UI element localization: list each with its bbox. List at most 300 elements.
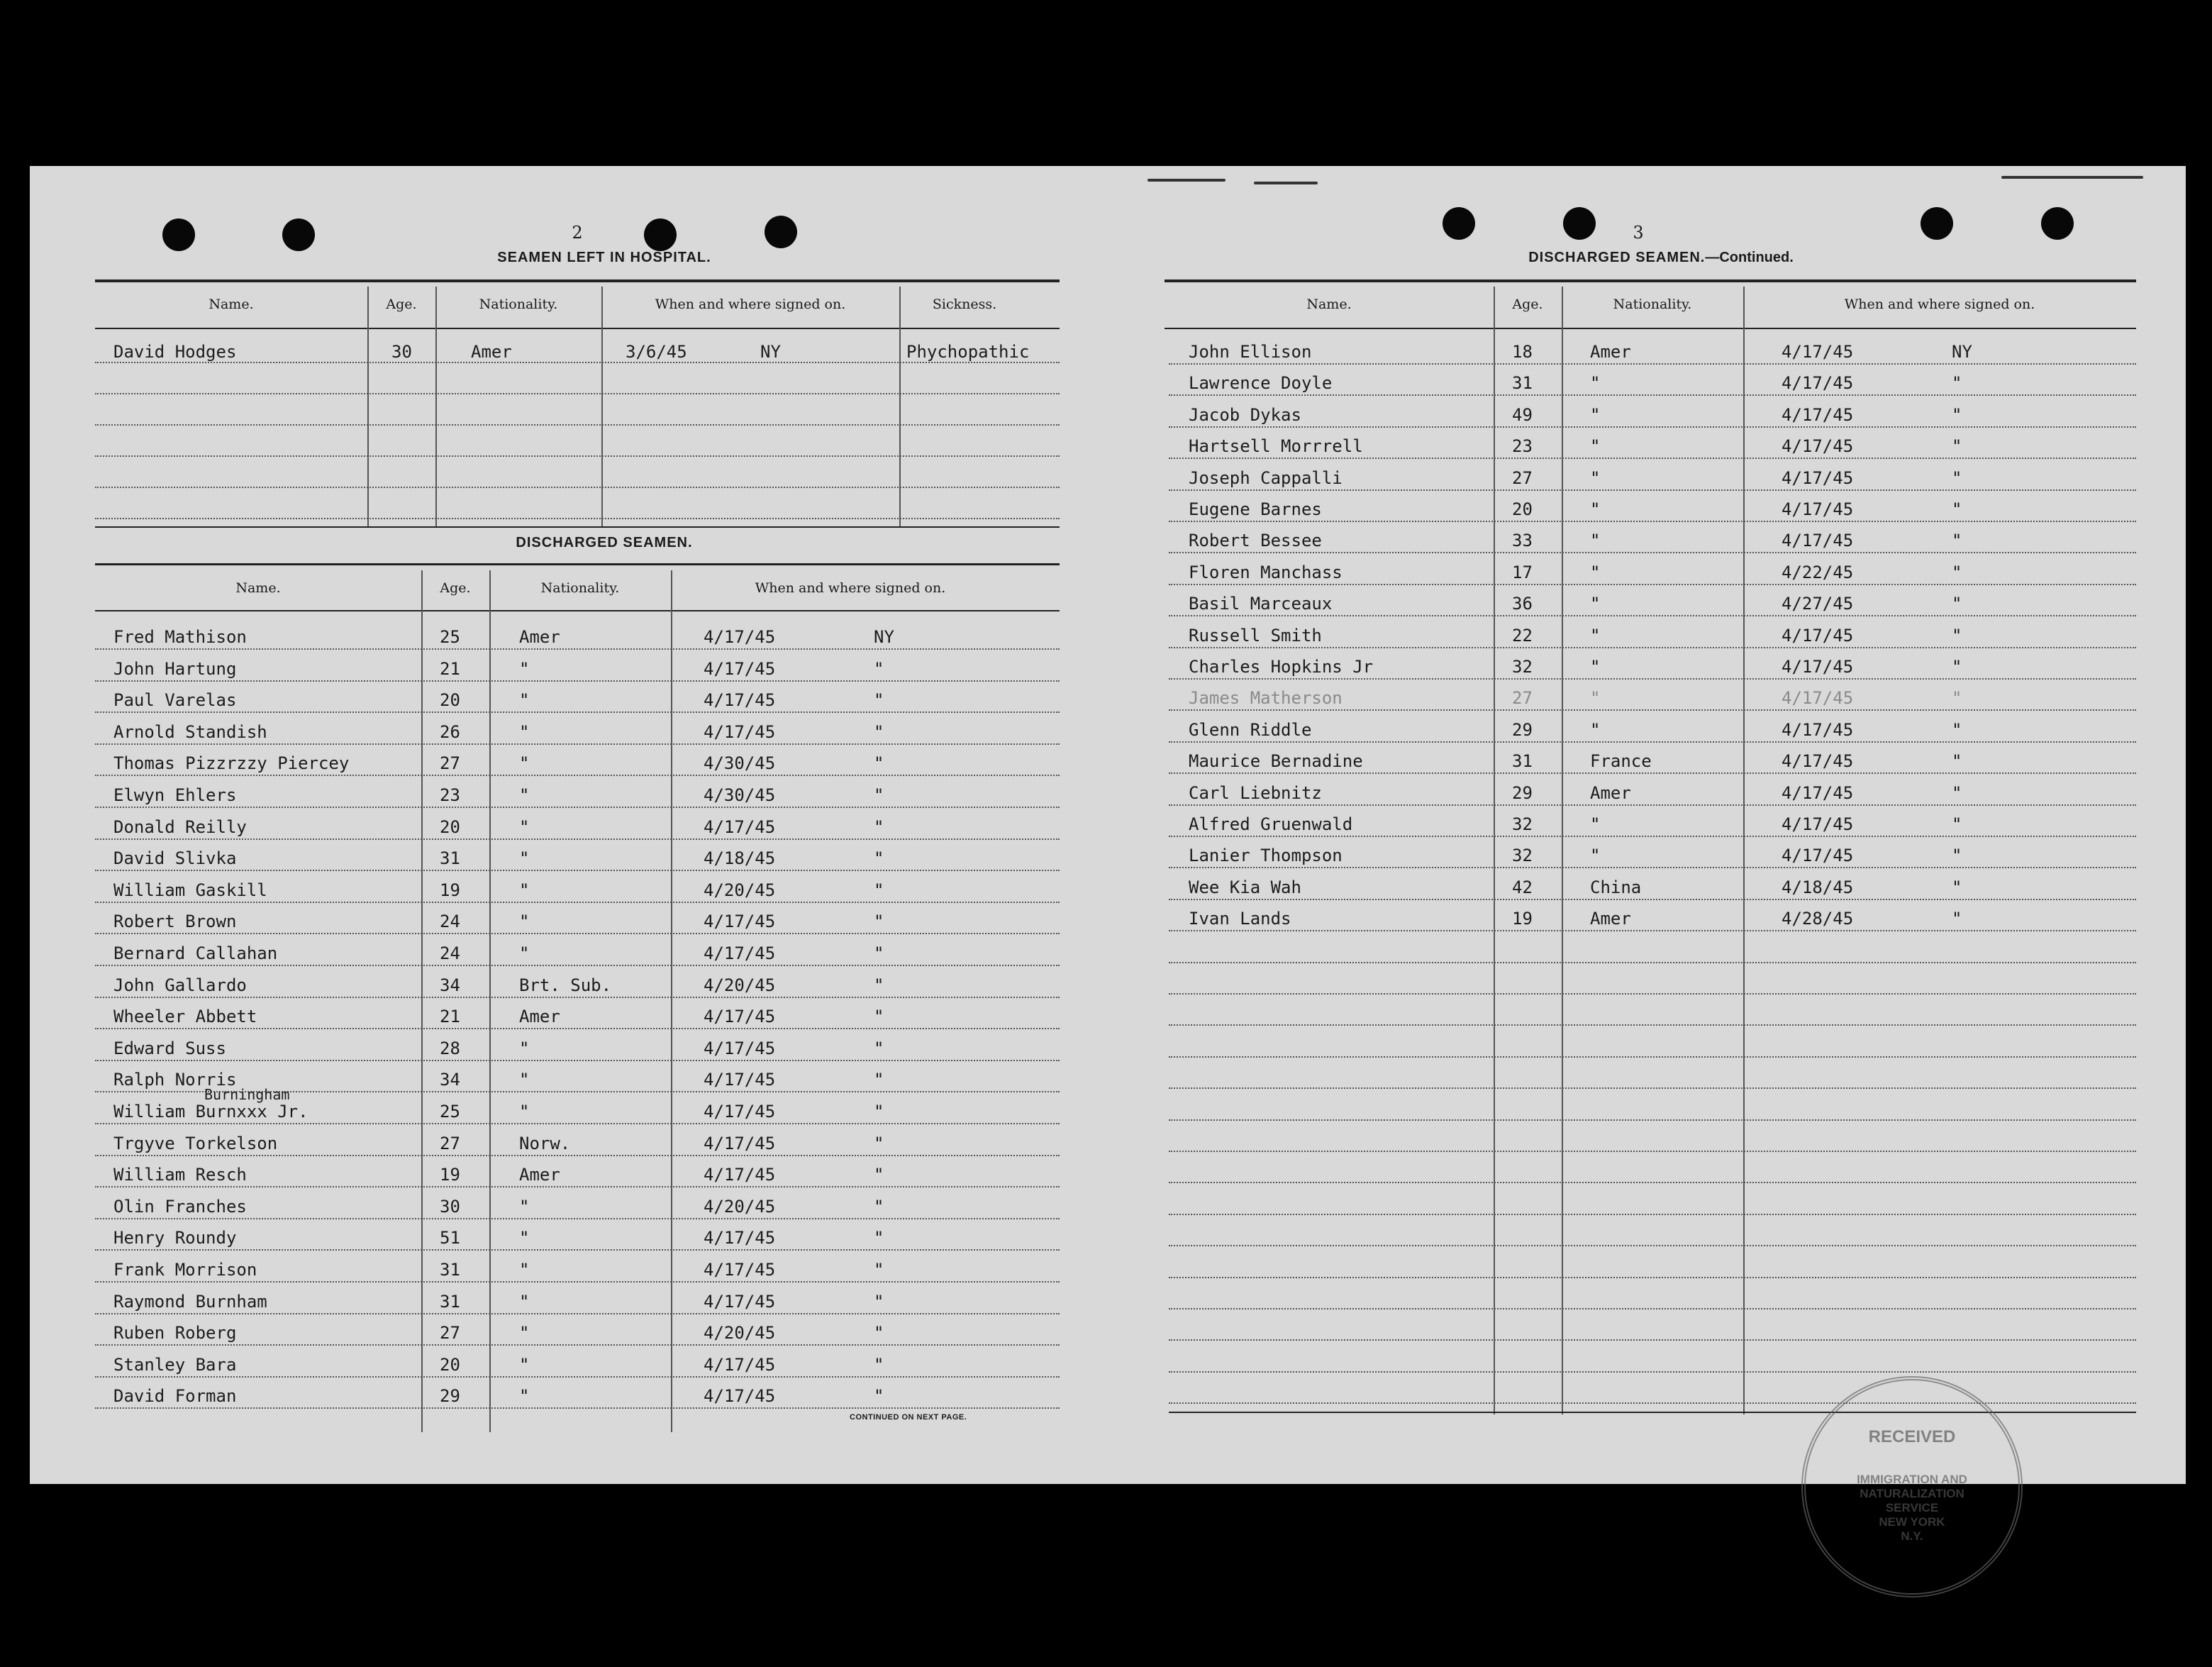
seaman-name: Glenn Riddle bbox=[1189, 720, 1312, 740]
signed-on-place: " bbox=[874, 975, 884, 995]
row-line bbox=[1169, 772, 2136, 774]
seaman-age: 34 bbox=[440, 975, 460, 995]
signed-on-place: " bbox=[874, 1228, 884, 1248]
row-line bbox=[1169, 1371, 2136, 1373]
seaman-nationality: " bbox=[519, 1292, 530, 1312]
seaman-name: Jacob Dykas bbox=[1189, 405, 1301, 425]
seaman-nationality: " bbox=[1590, 626, 1601, 646]
seaman-name: James Matherson bbox=[1189, 688, 1343, 708]
seaman-age: 20 bbox=[1512, 499, 1533, 519]
discharged-section-title: DISCHARGED SEAMEN. bbox=[516, 535, 693, 550]
immigration-stamp bbox=[1801, 1376, 2023, 1597]
seaman-age: 20 bbox=[440, 817, 460, 837]
row-line bbox=[1169, 363, 2136, 365]
seaman-name: Wheeler Abbett bbox=[113, 1007, 257, 1026]
seaman-nationality: " bbox=[519, 880, 530, 900]
signed-on-date: 4/17/45 bbox=[704, 1355, 776, 1375]
row-line bbox=[95, 1060, 1060, 1061]
seaman-age: 25 bbox=[440, 1102, 460, 1122]
row-line bbox=[95, 648, 1060, 650]
column-divider bbox=[671, 570, 672, 1432]
seaman-age: 18 bbox=[1512, 342, 1533, 362]
header-rule bbox=[95, 610, 1060, 611]
signed-on-date: 4/20/45 bbox=[704, 1323, 776, 1343]
seaman-name: Fred Mathison bbox=[113, 627, 247, 647]
seaman-name: Russell Smith bbox=[1189, 626, 1322, 646]
seaman-name: Lawrence Doyle bbox=[1189, 373, 1333, 393]
row-line bbox=[1169, 804, 2136, 806]
column-header: Sickness. bbox=[932, 297, 997, 312]
seaman-name: Maurice Bernadine bbox=[1189, 751, 1363, 771]
seaman-age: 27 bbox=[440, 753, 460, 773]
signed-on-date: 4/17/45 bbox=[1782, 499, 1854, 519]
signed-on-place: NY bbox=[760, 342, 781, 362]
seaman-age: 42 bbox=[1512, 877, 1533, 897]
signed-on-place: " bbox=[874, 722, 884, 742]
signed-on-place: " bbox=[1952, 468, 1962, 488]
seaman-nationality: " bbox=[1590, 563, 1601, 582]
seaman-age: 21 bbox=[440, 1007, 460, 1026]
row-line bbox=[95, 1123, 1060, 1124]
punch-hole bbox=[644, 218, 677, 251]
column-header: Age. bbox=[440, 580, 471, 596]
signed-on-date: 4/17/45 bbox=[704, 1165, 776, 1185]
sickness: Phychopathic bbox=[906, 342, 1030, 362]
row-line bbox=[95, 518, 1060, 519]
seaman-nationality: " bbox=[519, 848, 530, 868]
seaman-age: 29 bbox=[1512, 783, 1533, 803]
column-divider bbox=[899, 287, 901, 528]
row-line bbox=[95, 838, 1060, 840]
signed-on-place: " bbox=[1952, 657, 1962, 677]
seaman-name: Floren Manchass bbox=[1189, 563, 1343, 582]
seaman-name: Robert Bessee bbox=[1189, 531, 1322, 550]
seaman-age: 51 bbox=[440, 1228, 460, 1248]
signed-on-place: " bbox=[1952, 436, 1962, 456]
signed-on-date: 4/20/45 bbox=[704, 975, 776, 995]
row-line bbox=[1169, 426, 2136, 428]
seaman-age: 23 bbox=[1512, 436, 1533, 456]
seaman-nationality: Norw. bbox=[519, 1134, 571, 1153]
signed-on-place: " bbox=[874, 1355, 884, 1375]
seaman-name: David Forman bbox=[113, 1386, 237, 1406]
signed-on-place: " bbox=[874, 848, 884, 868]
row-line bbox=[95, 362, 1060, 363]
seaman-age: 31 bbox=[1512, 751, 1533, 771]
seaman-age: 32 bbox=[1512, 846, 1533, 865]
seaman-name: Charles Hopkins Jr bbox=[1189, 657, 1374, 677]
column-divider bbox=[421, 570, 423, 1432]
seaman-nationality: Amer bbox=[1590, 783, 1631, 803]
row-line bbox=[95, 487, 1060, 488]
page-number: 2 bbox=[572, 223, 583, 243]
signed-on-place: " bbox=[1952, 373, 1962, 393]
seaman-name: Ruben Roberg bbox=[113, 1323, 237, 1343]
row-line bbox=[95, 997, 1060, 998]
seaman-name: Bernard Callahan bbox=[113, 943, 278, 963]
seaman-nationality: Amer bbox=[519, 627, 560, 647]
seaman-age: 31 bbox=[1512, 373, 1533, 393]
seaman-name: Donald Reilly bbox=[113, 817, 247, 837]
seaman-age: 25 bbox=[440, 627, 460, 647]
signed-on-place: " bbox=[874, 817, 884, 837]
row-line bbox=[95, 1249, 1060, 1251]
seaman-age: 32 bbox=[1512, 814, 1533, 834]
signed-on-place: NY bbox=[874, 627, 894, 647]
seaman-age: 19 bbox=[1512, 909, 1533, 929]
signed-on-date: 4/30/45 bbox=[704, 753, 776, 773]
seaman-age: 19 bbox=[440, 1165, 460, 1185]
seaman-name: Paul Varelas bbox=[113, 690, 237, 710]
signed-on-place: " bbox=[1952, 783, 1962, 803]
column-header: Name. bbox=[235, 580, 281, 596]
seaman-nationality: " bbox=[519, 912, 530, 931]
row-line bbox=[95, 1344, 1060, 1346]
signed-on-date: 4/17/45 bbox=[1782, 688, 1854, 708]
signed-on-place: " bbox=[874, 1007, 884, 1026]
signed-on-place: " bbox=[874, 1070, 884, 1090]
seaman-name: Edward Suss bbox=[113, 1039, 226, 1058]
row-line bbox=[1169, 458, 2136, 459]
column-header: When and where signed on. bbox=[655, 297, 846, 312]
signed-on-place: " bbox=[1952, 531, 1962, 550]
seaman-nationality: " bbox=[519, 1323, 530, 1343]
signed-on-date: 4/17/45 bbox=[704, 659, 776, 679]
seaman-nationality: " bbox=[1590, 499, 1601, 519]
row-line bbox=[1169, 1277, 2136, 1278]
top-rule bbox=[1165, 279, 2136, 282]
row-line bbox=[95, 775, 1060, 776]
seaman-name: Carl Liebnitz bbox=[1189, 783, 1322, 803]
seaman-nationality: " bbox=[519, 722, 530, 742]
signed-on-place: " bbox=[874, 1102, 884, 1122]
seaman-nationality: " bbox=[519, 753, 530, 773]
row-line bbox=[1169, 1245, 2136, 1246]
seaman-age: 21 bbox=[440, 659, 460, 679]
signed-on-date: 4/17/45 bbox=[1782, 720, 1854, 740]
signed-on-date: 4/17/45 bbox=[1782, 814, 1854, 834]
punch-hole bbox=[162, 218, 195, 251]
row-line bbox=[95, 965, 1060, 966]
signed-on-date: 4/17/45 bbox=[704, 817, 776, 837]
seaman-nationality: " bbox=[1590, 594, 1601, 614]
seaman-name: Elwyn Ehlers bbox=[113, 785, 237, 805]
seaman-nationality: Amer bbox=[1590, 909, 1631, 929]
row-line bbox=[95, 870, 1060, 871]
row-line bbox=[95, 1028, 1060, 1029]
row-line bbox=[95, 680, 1060, 682]
row-line bbox=[1169, 489, 2136, 491]
seaman-nationality: " bbox=[519, 1197, 530, 1217]
signed-on-place: " bbox=[874, 1165, 884, 1185]
seaman-nationality: " bbox=[1590, 373, 1601, 393]
seaman-name: Alfred Gruenwald bbox=[1189, 814, 1353, 834]
signed-on-place: " bbox=[874, 880, 884, 900]
row-line bbox=[95, 1281, 1060, 1283]
seaman-nationality: " bbox=[1590, 688, 1601, 708]
signed-on-place: " bbox=[874, 1260, 884, 1280]
seaman-name: Lanier Thompson bbox=[1189, 846, 1343, 865]
signed-on-date: 4/17/45 bbox=[704, 1039, 776, 1058]
signed-on-place: " bbox=[1952, 814, 1962, 834]
row-line bbox=[1169, 647, 2136, 648]
seaman-name: Stanley Bara bbox=[113, 1355, 237, 1375]
column-header: Nationality. bbox=[479, 297, 558, 312]
row-line bbox=[1169, 678, 2136, 680]
seaman-age: 31 bbox=[440, 848, 460, 868]
stamp-line: N.Y. bbox=[1901, 1529, 1923, 1543]
seaman-nationality: " bbox=[1590, 814, 1601, 834]
seaman-nationality: Amer bbox=[1590, 342, 1631, 362]
seaman-name: William Gaskill bbox=[113, 880, 267, 900]
signed-on-place: " bbox=[1952, 751, 1962, 771]
column-divider bbox=[601, 287, 603, 528]
seaman-nationality: Amer bbox=[519, 1007, 560, 1026]
signed-on-date: 4/17/45 bbox=[1782, 783, 1854, 803]
row-line bbox=[95, 743, 1060, 745]
row-line bbox=[1169, 1182, 2136, 1183]
stamp-line: NATURALIZATION bbox=[1860, 1487, 1964, 1500]
punch-hole bbox=[1443, 207, 1475, 240]
seaman-nationality: " bbox=[1590, 846, 1601, 865]
signed-on-date: 4/17/45 bbox=[704, 1134, 776, 1153]
signed-on-place: " bbox=[1952, 405, 1962, 425]
column-header: When and where signed on. bbox=[1844, 297, 2035, 312]
seaman-age: 19 bbox=[440, 880, 460, 900]
right-section-title bbox=[1391, 250, 1930, 266]
signed-on-place: " bbox=[874, 659, 884, 679]
signed-on-place: " bbox=[1952, 626, 1962, 646]
row-line bbox=[95, 902, 1060, 903]
signed-on-place: " bbox=[874, 690, 884, 710]
punch-hole bbox=[2041, 207, 2074, 240]
signed-on-date: 4/17/45 bbox=[704, 690, 776, 710]
seaman-name: Eugene Barnes bbox=[1189, 499, 1322, 519]
seaman-age: 23 bbox=[440, 785, 460, 805]
signed-on-date: 4/27/45 bbox=[1782, 594, 1854, 614]
punch-hole bbox=[1921, 207, 1953, 240]
seaman-name: Basil Marceaux bbox=[1189, 594, 1333, 614]
row-line bbox=[1169, 1024, 2136, 1026]
signed-on-place: " bbox=[874, 785, 884, 805]
signed-on-place: " bbox=[874, 1134, 884, 1153]
pen-mark bbox=[1147, 179, 1226, 182]
row-line bbox=[95, 393, 1060, 394]
seaman-age: 27 bbox=[1512, 688, 1533, 708]
row-line bbox=[1169, 1151, 2136, 1152]
row-line bbox=[95, 1376, 1060, 1378]
row-line bbox=[95, 1218, 1060, 1219]
signed-on-date: 4/17/45 bbox=[704, 1386, 776, 1406]
punch-hole bbox=[765, 216, 797, 248]
seaman-nationality: " bbox=[519, 1386, 530, 1406]
seaman-age: 17 bbox=[1512, 563, 1533, 582]
signed-on-place: " bbox=[1952, 563, 1962, 582]
signed-on-place: " bbox=[1952, 909, 1962, 929]
seaman-nationality: " bbox=[519, 1102, 530, 1122]
signed-on-place: " bbox=[874, 1386, 884, 1406]
signed-on-date: 4/17/45 bbox=[1782, 751, 1854, 771]
row-line bbox=[1169, 1308, 2136, 1309]
seaman-name: Ivan Lands bbox=[1189, 909, 1291, 929]
row-line bbox=[1169, 615, 2136, 616]
row-line bbox=[1169, 1119, 2136, 1121]
seaman-nationality: " bbox=[519, 1260, 530, 1280]
signed-on-date: 4/17/45 bbox=[1782, 342, 1854, 362]
row-line bbox=[95, 807, 1060, 808]
signed-on-place: NY bbox=[1952, 342, 1972, 362]
seaman-nationality: " bbox=[1590, 468, 1601, 488]
column-header: Name. bbox=[209, 297, 254, 312]
seaman-nationality: France bbox=[1590, 751, 1652, 771]
seaman-name: Arnold Standish bbox=[113, 722, 267, 742]
pen-mark bbox=[2001, 176, 2143, 179]
signed-on-date: 4/17/45 bbox=[704, 912, 776, 931]
seaman-nationality: " bbox=[519, 690, 530, 710]
seaman-name: David Slivka bbox=[113, 848, 237, 868]
signed-on-date: 4/20/45 bbox=[704, 880, 776, 900]
seaman-name: John Hartung bbox=[113, 659, 237, 679]
seaman-age: 33 bbox=[1512, 531, 1533, 550]
seaman-age: 34 bbox=[440, 1070, 460, 1090]
seaman-age: 31 bbox=[440, 1292, 460, 1312]
signed-on-place: " bbox=[1952, 877, 1962, 897]
signed-on-date: 4/17/45 bbox=[1782, 373, 1854, 393]
seaman-name: John Ellison bbox=[1189, 342, 1312, 362]
row-line bbox=[1169, 1402, 2136, 1404]
column-header: Nationality. bbox=[540, 580, 620, 596]
row-line bbox=[1169, 1339, 2136, 1341]
pen-mark bbox=[1254, 182, 1318, 184]
hospital-section-title: SEAMEN LEFT IN HOSPITAL. bbox=[497, 250, 711, 265]
seaman-age: 28 bbox=[440, 1039, 460, 1058]
seaman-name: Joseph Cappalli bbox=[1189, 468, 1343, 488]
row-line bbox=[1169, 552, 2136, 553]
seaman-nationality: " bbox=[519, 943, 530, 963]
signed-on-date: 4/28/45 bbox=[1782, 909, 1854, 929]
seaman-nationality: " bbox=[1590, 657, 1601, 677]
column-divider bbox=[367, 287, 369, 528]
seaman-age: 30 bbox=[440, 1197, 460, 1217]
seaman-age: 29 bbox=[440, 1386, 460, 1406]
signed-on-place: " bbox=[1952, 688, 1962, 708]
signed-on-date: 4/20/45 bbox=[704, 1197, 776, 1217]
header-rule bbox=[1165, 328, 2136, 329]
seaman-age: 27 bbox=[1512, 468, 1533, 488]
seaman-nationality: Amer bbox=[519, 1165, 560, 1185]
row-line bbox=[1169, 521, 2136, 522]
seaman-nationality: " bbox=[519, 1355, 530, 1375]
name-correction: Burningham bbox=[204, 1086, 290, 1103]
signed-on-date: 4/17/45 bbox=[1782, 436, 1854, 456]
punch-hole bbox=[282, 218, 315, 251]
signed-on-date: 4/17/45 bbox=[1782, 846, 1854, 865]
page-number: 3 bbox=[1633, 223, 1644, 243]
seaman-age: 36 bbox=[1512, 594, 1533, 614]
seaman-nationality: Brt. Sub. bbox=[519, 975, 612, 995]
right-title-main: DISCHARGED SEAMEN. bbox=[1528, 250, 1706, 265]
signed-on-place: " bbox=[1952, 846, 1962, 865]
seaman-name: Henry Roundy bbox=[113, 1228, 237, 1248]
row-line bbox=[95, 711, 1060, 713]
row-line bbox=[1169, 962, 2136, 963]
seaman-nationality: " bbox=[519, 1228, 530, 1248]
stamp-line: SERVICE bbox=[1885, 1501, 1939, 1514]
row-line bbox=[1169, 1214, 2136, 1215]
signed-on-date: 4/22/45 bbox=[1782, 563, 1854, 582]
row-line bbox=[95, 1407, 1060, 1409]
signed-on-date: 4/17/45 bbox=[704, 722, 776, 742]
seaman-age: 31 bbox=[440, 1260, 460, 1280]
signed-on-date: 4/17/45 bbox=[704, 627, 776, 647]
stamp-line: RECEIVED bbox=[1868, 1427, 1956, 1446]
seaman-nationality: " bbox=[1590, 720, 1601, 740]
row-line bbox=[1169, 867, 2136, 868]
punch-hole bbox=[1563, 207, 1596, 240]
signed-on-date: 4/17/45 bbox=[704, 1292, 776, 1312]
signed-on-date: 4/17/45 bbox=[1782, 531, 1854, 550]
seaman-nationality: " bbox=[1590, 436, 1601, 456]
right-title-suffix: —Continued. bbox=[1705, 250, 1794, 265]
signed-on-date: 4/17/45 bbox=[704, 1260, 776, 1280]
seaman-nationality: " bbox=[519, 1070, 530, 1090]
seaman-nationality: " bbox=[519, 785, 530, 805]
signed-on-place: " bbox=[874, 1292, 884, 1312]
seaman-name: Thomas Pizzrzzy Piercey bbox=[113, 753, 350, 773]
signed-on-place: " bbox=[874, 1323, 884, 1343]
signed-on-date: 4/17/45 bbox=[1782, 468, 1854, 488]
seaman-age: 49 bbox=[1512, 405, 1533, 425]
seaman-age: 22 bbox=[1512, 626, 1533, 646]
seaman-age: 27 bbox=[440, 1134, 460, 1153]
seaman-name: William Burnxxx Jr. bbox=[113, 1102, 309, 1122]
row-line bbox=[1169, 741, 2136, 743]
seaman-name: William Resch bbox=[113, 1165, 247, 1185]
column-header: Name. bbox=[1306, 297, 1352, 312]
seaman-name: Ralph Norris bbox=[113, 1070, 237, 1090]
seaman-nationality: " bbox=[519, 659, 530, 679]
seaman-age: 20 bbox=[440, 1355, 460, 1375]
row-line bbox=[1169, 1087, 2136, 1089]
column-divider bbox=[435, 287, 437, 528]
signed-on-place: " bbox=[874, 943, 884, 963]
column-header: Nationality. bbox=[1613, 297, 1692, 312]
signed-on-place: " bbox=[1952, 594, 1962, 614]
seaman-name: John Gallardo bbox=[113, 975, 247, 995]
column-divider bbox=[489, 570, 491, 1432]
seaman-nationality: " bbox=[519, 817, 530, 837]
column-header: Age. bbox=[386, 297, 417, 312]
signed-on-date: 4/17/45 bbox=[1782, 405, 1854, 425]
row-line bbox=[1169, 1056, 2136, 1058]
signed-on-date: 4/17/45 bbox=[1782, 657, 1854, 677]
seaman-age: 26 bbox=[440, 722, 460, 742]
signed-on-date: 4/18/45 bbox=[704, 848, 776, 868]
signed-on-place: " bbox=[874, 753, 884, 773]
table-bottom bbox=[95, 526, 1060, 528]
seaman-name: Raymond Burnham bbox=[113, 1292, 267, 1312]
document-scan bbox=[30, 166, 2186, 1543]
column-header: Age. bbox=[1512, 297, 1543, 312]
row-line bbox=[95, 424, 1060, 426]
seaman-nationality: " bbox=[1590, 405, 1601, 425]
row-line bbox=[95, 1313, 1060, 1314]
row-line bbox=[95, 1186, 1060, 1187]
seaman-age: 27 bbox=[440, 1323, 460, 1343]
signed-on-date: 4/17/45 bbox=[704, 943, 776, 963]
signed-on-place: " bbox=[1952, 499, 1962, 519]
row-line bbox=[1169, 899, 2136, 900]
